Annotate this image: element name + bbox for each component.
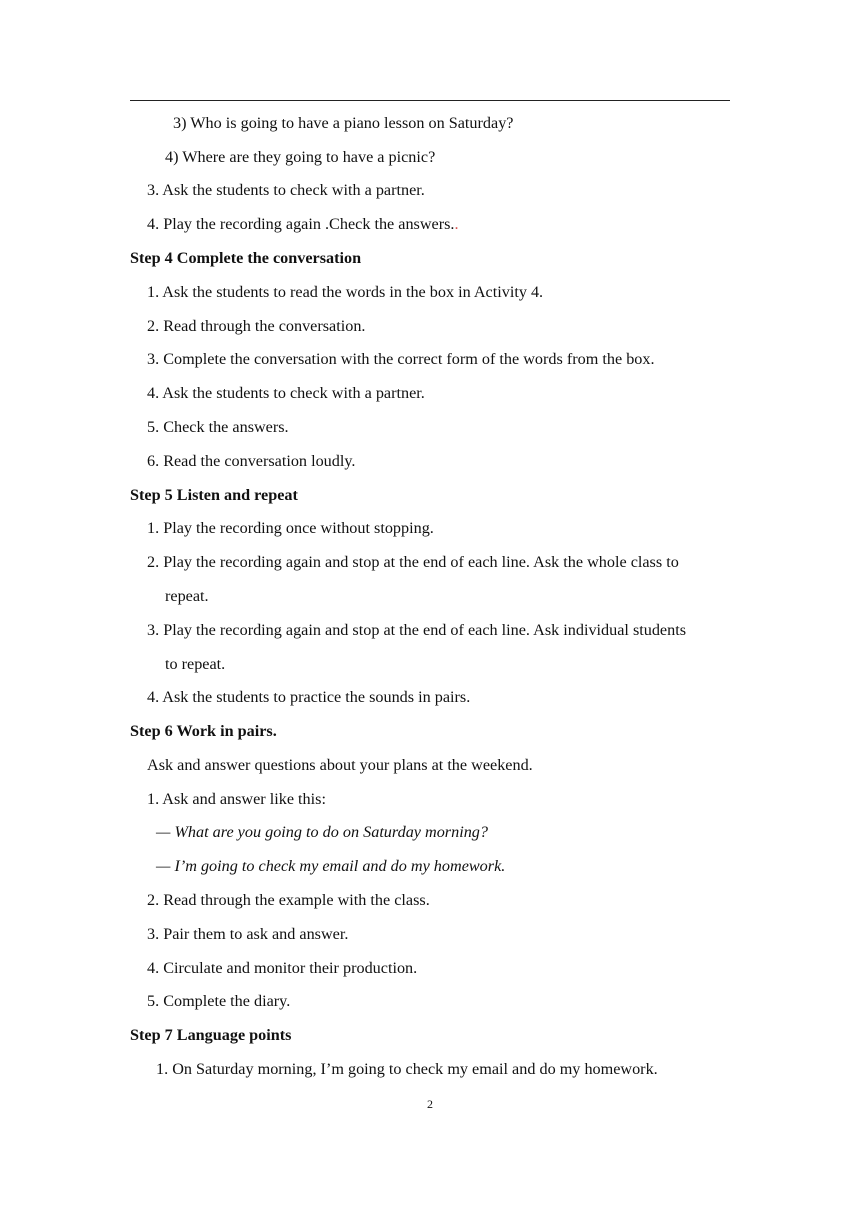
step6-item-3: 3. Pair them to ask and answer. (147, 925, 349, 943)
dialogue-question: — What are you going to do on Saturday morning? (156, 823, 488, 841)
step4-item-2: 2. Read through the conversation. (147, 317, 366, 335)
step7-item-1: 1. On Saturday morning, I’m going to check my email and do my homework. (156, 1060, 658, 1078)
step4-heading: Step 4 Complete the conversation (130, 249, 362, 267)
step4-item-1: 1. Ask the students to read the words in the box in Activity 4. (147, 283, 544, 301)
step5-item-2: 2. Play the recording again and stop at the end of each line. Ask the whole class to (147, 553, 679, 571)
step6-item-4: 4. Circulate and monitor their production. (147, 959, 418, 977)
step4-item-6: 6. Read the conversation loudly. (147, 452, 356, 470)
step6-item-2: 2. Read through the example with the class. (147, 891, 430, 909)
red-dot: . (454, 215, 459, 233)
question-3: 3) Who is going to have a piano lesson on Saturday? (173, 114, 514, 132)
step5-item-2-cont: repeat. (165, 587, 209, 605)
page-number: 2 (427, 1097, 433, 1111)
step3-item-3: 3. Ask the students to check with a partner. (147, 181, 425, 199)
dialogue-answer: — I’m going to check my email and do my homework. (156, 857, 506, 875)
step5-item-4: 4. Ask the students to practice the sounds in pairs. (147, 688, 471, 706)
step6-item-5: 5. Complete the diary. (147, 992, 291, 1010)
step4-item-4: 4. Ask the students to check with a partner. (147, 384, 425, 402)
step5-item-3-cont: to repeat. (165, 655, 226, 673)
step6-heading: Step 6 Work in pairs. (130, 722, 277, 740)
step3-item-4-text: 4. Play the recording again .Check the answers. (147, 215, 455, 233)
step5-item-3: 3. Play the recording again and stop at the end of each line. Ask individual students (147, 621, 687, 639)
step3-item-4 (147, 214, 459, 234)
step5-heading: Step 5 Listen and repeat (130, 486, 298, 504)
header-rule (130, 100, 730, 101)
step5-item-1: 1. Play the recording once without stopping. (147, 519, 434, 537)
question-4: 4) Where are they going to have a picnic? (165, 148, 436, 166)
step4-item-5: 5. Check the answers. (147, 418, 289, 436)
step4-item-3: 3. Complete the conversation with the correct form of the words from the box. (147, 350, 655, 368)
step6-intro: Ask and answer questions about your plans at the weekend. (147, 756, 533, 774)
step7-heading: Step 7 Language points (130, 1026, 292, 1044)
step6-item-1: 1. Ask and answer like this: (147, 790, 326, 808)
